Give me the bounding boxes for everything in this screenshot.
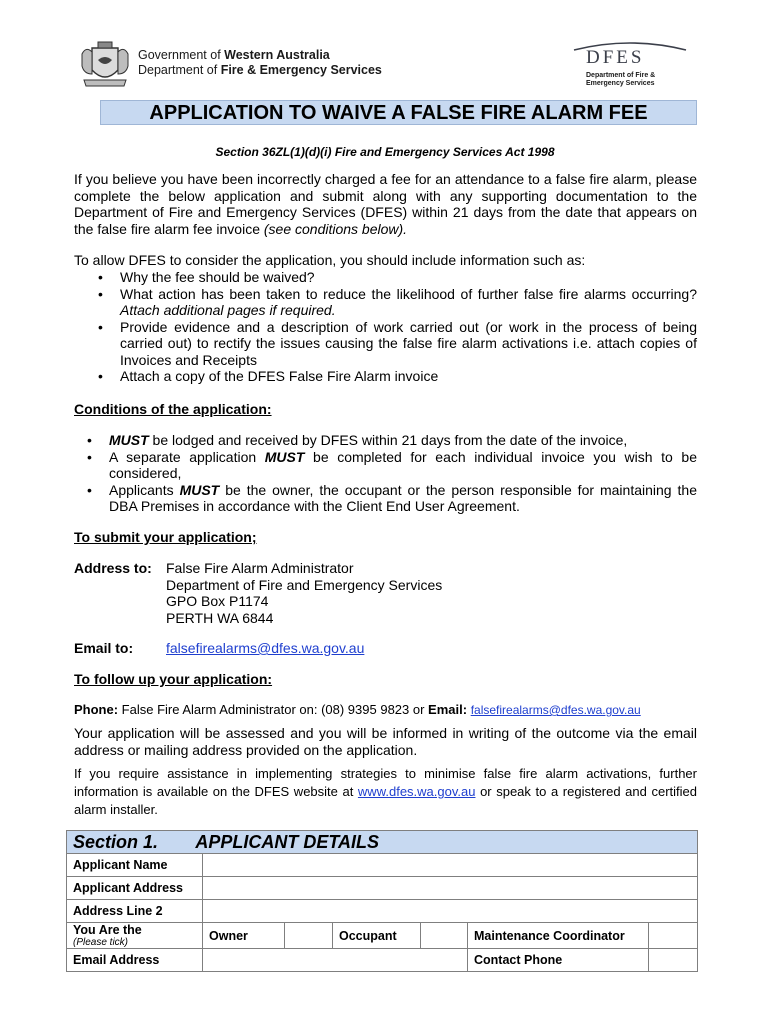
applicant-name-field[interactable] <box>203 854 698 877</box>
consider-list <box>120 269 697 385</box>
email-label: Email to: <box>74 640 134 656</box>
list-item: • Applicants MUST be the owner, the occupant or the person responsible for maintaining the DBA Premises in accordance with the Client End User Agreement. <box>109 482 697 515</box>
postal-address: False Fire Alarm Administrator Department of Fire and Emergency Services GPO Box P1174 PERTH WA 6844 <box>166 560 443 626</box>
table-row <box>67 900 698 923</box>
applicant-address-label: Applicant Address <box>67 877 203 900</box>
section-title: APPLICANT DETAILS <box>195 831 380 852</box>
followup-heading: To follow up your application: <box>74 671 273 687</box>
phone-line: Phone: False Fire Alarm Administrator on: (08) 9395 9823 or Email: falsefirealarms@dfes.wa.gov.au <box>74 702 641 717</box>
owner-label: Owner <box>203 923 285 949</box>
table-row <box>67 923 698 949</box>
act-reference: Section 36ZL(1)(d)(i) Fire and Emergency Services Act 1998 <box>215 145 555 159</box>
conditions-heading: Conditions of the application: <box>74 401 272 417</box>
table-row <box>67 854 698 877</box>
list-item: • Why the fee should be waived? <box>120 269 697 286</box>
list-item: • What action has been taken to reduce the likelihood of further false fire alarms occurring? Attach additional pages if required. <box>120 286 697 319</box>
applicant-details-table <box>66 830 698 972</box>
list-item: • MUST be lodged and received by DFES within 21 days from the date of the invoice, <box>109 432 697 449</box>
owner-checkbox[interactable] <box>285 923 333 949</box>
maintenance-checkbox[interactable] <box>649 923 698 949</box>
assistance-paragraph: If you require assistance in implementing strategies to minimise false fire alarm activations, further information is available on the DFES website at www.dfes.wa.gov.au or speak to a registered and certified alarm installer. <box>74 766 697 817</box>
list-item: • A separate application MUST be completed for each individual invoice you wish to be considered, <box>109 449 697 482</box>
address-line-2-label: Address Line 2 <box>67 900 203 923</box>
page-title: APPLICATION TO WAIVE A FALSE FIRE ALARM FEE <box>100 100 697 125</box>
address-label: Address to: <box>74 560 152 576</box>
table-row <box>67 949 698 972</box>
followup-email-link[interactable]: falsefirealarms@dfes.wa.gov.au <box>470 703 641 717</box>
table-row <box>67 877 698 900</box>
consider-lead: To allow DFES to consider the application, you should include information such as: <box>74 252 586 268</box>
wa-crest-icon <box>78 40 132 88</box>
submit-email-link[interactable]: falsefirealarms@dfes.wa.gov.au <box>166 640 365 656</box>
intro-paragraph: If you believe you have been incorrectly charged a fee for an attendance to a false fire alarm, please complete the below application and submit along with any supporting documentation to the Department of Fire and Emergency Services (DFES) within 21 days from the date that appears on the false fire alarm fee invoice (see conditions below). <box>74 171 697 237</box>
dfes-logo-text: DFES <box>586 47 645 68</box>
email-address-label: Email Address <box>67 949 203 972</box>
list-item: • Provide evidence and a description of work carried out (or work in the process of being carried out) to rectify the issues causing the false fire alarm activations i.e. attach copies of Invoices and Receipts <box>120 319 697 369</box>
submit-heading: To submit your application; <box>74 529 257 545</box>
contact-phone-field[interactable] <box>649 949 698 972</box>
conditions-list <box>109 432 697 515</box>
dfes-logo-subtitle: Department of Fire & Emergency Services <box>586 72 656 87</box>
list-item: • Attach a copy of the DFES False Fire Alarm invoice <box>120 368 697 385</box>
section-header-row <box>67 831 698 854</box>
email-address-field[interactable] <box>203 949 468 972</box>
contact-phone-label: Contact Phone <box>468 949 649 972</box>
address-line-2-field[interactable] <box>203 900 698 923</box>
assessed-paragraph: Your application will be assessed and you will be informed in writing of the outcome via the email address or mailing address provided on the application. <box>74 725 697 758</box>
applicant-name-label: Applicant Name <box>67 854 203 877</box>
maintenance-label: Maintenance Coordinator <box>468 923 649 949</box>
government-heading: Government of Western Australia Department of Fire & Emergency Services <box>138 48 382 77</box>
applicant-address-field[interactable] <box>203 877 698 900</box>
occupant-checkbox[interactable] <box>421 923 468 949</box>
occupant-label: Occupant <box>333 923 421 949</box>
you-are-the-label: You Are the (Please tick) <box>67 923 203 949</box>
section-number: Section 1. <box>73 831 159 852</box>
website-link[interactable]: www.dfes.wa.gov.au <box>357 784 476 799</box>
